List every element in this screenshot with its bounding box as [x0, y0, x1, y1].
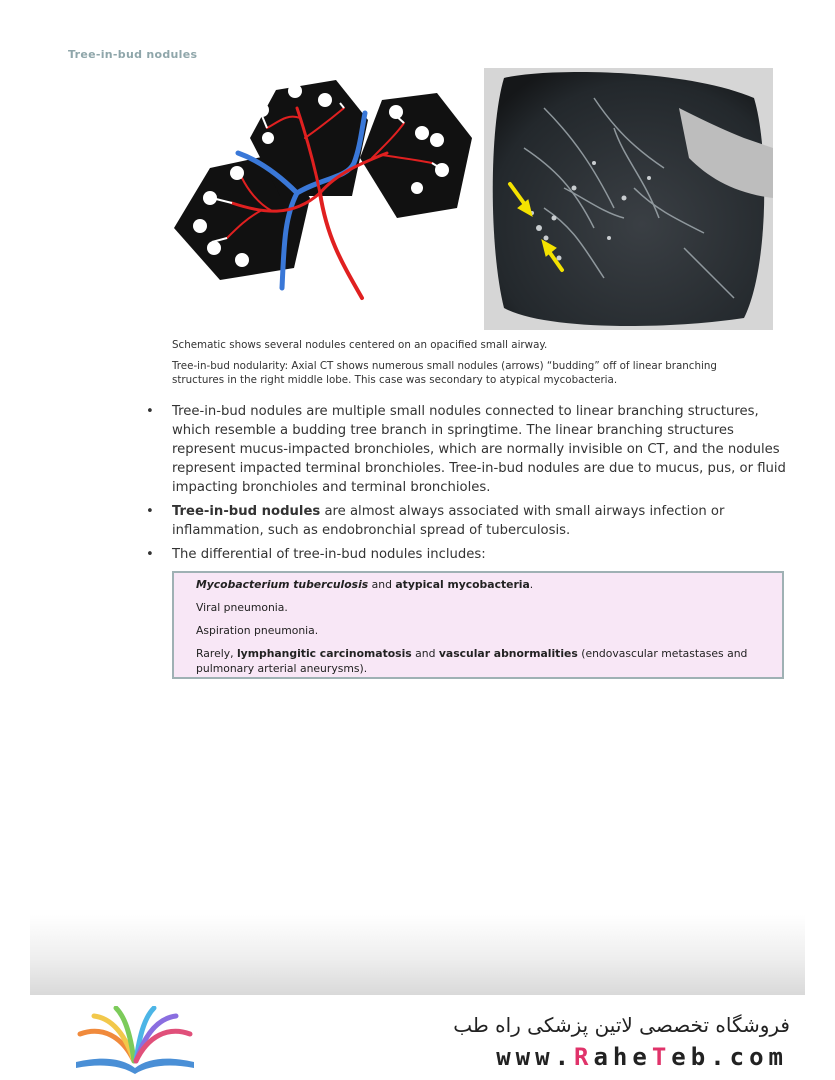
- bullet-term: Tree-in-bud nodules: [172, 504, 321, 519]
- differential-item-mycobacteria: [196, 577, 756, 592]
- differential-item-rare: [196, 646, 756, 676]
- differential-item-viral: Viral pneumonia.: [196, 601, 288, 614]
- bullet-text-association: are almost always associated with small airways infection or inflammation, such as endobronchial spread of tuberculosis.: [172, 504, 725, 538]
- period: .: [529, 578, 534, 591]
- open-book-rainbow-logo-icon: [72, 1006, 198, 1076]
- term-mtb: Mycobacterium tuberculosis: [196, 578, 369, 591]
- rare-suffix: (endovascular metastases and pulmonary arterial aneurysms).: [196, 647, 748, 675]
- term-lymphangitic: lymphangitic carcinomatosis: [236, 647, 412, 660]
- store-url[interactable]: [448, 1043, 788, 1071]
- bullet-item: [146, 402, 786, 497]
- conjunction: and: [411, 647, 439, 660]
- url-part: ahe: [593, 1043, 652, 1071]
- url-part: www.: [496, 1043, 575, 1071]
- axial-ct-image: [484, 68, 773, 330]
- term-atypical: atypical mycobacteria: [395, 578, 530, 591]
- bullet-text-definition: Tree-in-bud nodules are multiple small nodules connected to linear branching structures, which resemble a budding tree branch in springtime. The linear branching structures represent mucus-impacted bronchioles, which are normally invisible on CT, and the nodules represent impacted terminal bronchioles. Tree-in-bud nodules are due to mucus, pus, or fluid impacting bronchioles and terminal bronchioles.: [172, 404, 786, 495]
- url-part: eb.com: [671, 1043, 788, 1071]
- footer-shade: [30, 915, 805, 995]
- bullet-list: [146, 402, 786, 569]
- url-accent-letter: T: [651, 1043, 672, 1071]
- bullet-text-differential: The differential of tree-in-bud nodules includes:: [172, 547, 486, 562]
- bullet-dot: •: [146, 504, 154, 519]
- store-name: فروشگاه تخصصی لاتین پزشکی راه طب: [453, 1013, 790, 1037]
- tree-in-bud-schematic: [172, 78, 474, 304]
- differential-item-aspiration: Aspiration pneumonia.: [196, 624, 319, 637]
- bullet-dot: •: [146, 547, 154, 562]
- rare-prefix: Rarely,: [196, 647, 237, 660]
- schematic-caption: Schematic shows several nodules centered on an opacified small airway.: [172, 339, 548, 351]
- bullet-item: [146, 545, 786, 564]
- section-title: Tree-in-bud nodules: [68, 48, 198, 61]
- differential-box: [172, 571, 784, 679]
- ct-caption: Tree-in-bud nodularity: Axial CT shows numerous small nodules (arrows) “budding” off of linear branching structures in the right middle lobe. This case was secondary to atypical mycobacteria.: [172, 360, 717, 386]
- term-vascular: vascular abnormalities: [438, 647, 578, 660]
- url-accent-letter: R: [574, 1043, 594, 1071]
- bullet-dot: •: [146, 404, 154, 419]
- bullet-item: [146, 502, 786, 540]
- conjunction: and: [368, 578, 396, 591]
